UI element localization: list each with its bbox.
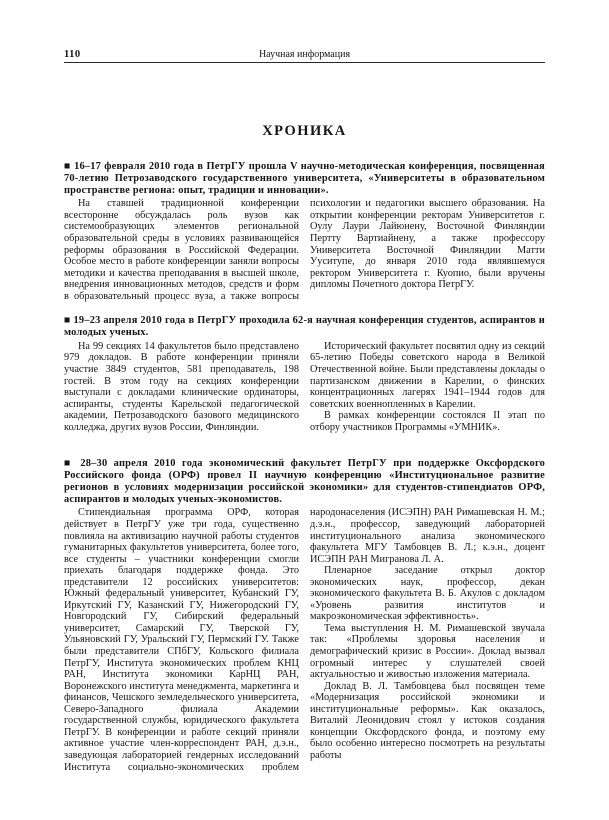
paragraph: Стипендиальная программа ОРФ, которая действует в ПетрГУ уже три года, существенно повлияла на активизацию научной работы студентов гуманитарных факультетов университета, более того, все студенты – участники конференции смогли приехать благодаря поддержке фонда. Это представители 12 российских университетов: Южный федеральный университет, Кубанский ГУ, Иркутский ГУ, Казанский ГУ, Нижегородский ГУ, Новгородский ГУ, Сибирский федеральный университет, Самарский ГУ, Тверской ГУ, Ульяновский ГУ, Уральский ГУ, Пермский ГУ. Также были представители СПбГУ, Кольского филиала ПетрГУ, Института экономических проблем КНЦ РАН, Института экономики КарНЦ РАН, Воронежского института менеджмента, маркетинга и финансов, Чешского земледельческого университета, Северо-Западного филиала Академии государственной службы, юридического факультета ПетрГУ. В конференции и работе секций приняли активное участие член-корреспондент РАН, д.э.н., заведующая лабораторией гендерных исследований Института социально-экономических проблем народонаселения (ИСЭПН) РАН Римашевская Н. М.; д.э.н., профессор, заведующий лабораторией институционального анализа экономического факультета МГУ Тамбовцев В. Л.; к.э.н., доцент ИСЭПН РАН Мигранова Л. А. [64, 507, 545, 773]
page-number: 110 [64, 49, 81, 60]
news-item-economics-conference [64, 458, 545, 773]
paragraph: Доклад В. Л. Тамбовцева был посвящен теме «Модернизация российской экономики и институциональные реформы». Как оказалось, Виталий Леонидович стоял у истоков создания концепции Оксфордского фонда, и поэтому ему было особенно интересно посмотреть на результаты работы [310, 680, 545, 761]
news-item-heading: ■ 19–23 апреля 2010 года в ПетрГУ проходила 62-я научная конференция студентов, аспирантов и молодых ученых. [64, 315, 545, 339]
paragraph: На 99 секциях 14 факультетов было представлено 979 докладов. В работе конференции приняли участие 3849 студентов, 581 преподаватель, 198 гостей. В этом году на секциях конференции выступали с докладами клинические ординаторы, аспиранты, студенты Карельской педагогической академии, Петрозаводского базового медицинского колледжа, других вузов России, Финляндии. [64, 340, 299, 433]
page-title: ХРОНИКА [262, 123, 347, 139]
paragraph: На ставшей традиционной конференции всесторонне обсуждалась роль вузов как системообразующих элементов региональной образовательной среды в условиях развивающейся реформы образования в Российской Федерации. Особое место в работе конференции заняли вопросы методики и качества преподавания в высшей школе, внедрения инновационных методов, средств и форм в образовательный процесс вуза, а также вопросы психологии и педагогики высшего образования. На открытии конференции ректорам Университетов г. Оулу Лаури Лайюнену, Восточной Финляндии Пертту Вартиайнену, а также профессору Университета Восточной Финляндии Матти Ууситупе, до января 2010 года являвшемуся ректором Университета г. Куопио, были вручены дипломы Почетного доктора ПетрГУ. [64, 198, 545, 302]
running-title: Научная информация [258, 49, 351, 60]
paragraph: Пленарное заседание открыл доктор экономических наук, профессор, декан экономического факультета В. Б. Акулов с докладом «Уровень развития институтов и макроэкономическая эффективность». [310, 565, 545, 623]
news-item-april-student-conference [64, 315, 545, 433]
news-item-heading: ■ 28–30 апреля 2010 года экономический факультет ПетрГУ при поддержке Оксфордского Российского фонда (ОРФ) провел II научную конференцию «Институциональное развитие регионов в условиях модернизации российской экономики» для студентов-стипендиатов ОРФ, аспирантов и молодых ученых-экономистов. [64, 458, 545, 505]
news-item-body [64, 341, 545, 433]
news-item-heading: ■ 16–17 февраля 2010 года в ПетрГУ прошла V научно-методическая конференция, посвященная 70-летию Петрозаводского государственного университета, «Университеты в образовательном пространстве региона: опыт, традиции и инновации». [64, 161, 545, 196]
paragraph: Тема выступления Н. М. Римашевской звучала так: «Проблемы здоровья населения и демографический кризис в России». Доклад вызвал огромный интерес у слушателей своей актуальностью и живостью изложения материала. [310, 622, 545, 681]
news-item-body [64, 198, 545, 302]
news-item-february-conference [64, 161, 545, 302]
news-item-body [64, 507, 545, 773]
paragraph: Исторический факультет посвятил одну из секций 65-летию Победы советского народа в Великой Отечественной войне. Были представлены доклады о партизанском движении в Карелии, о финских концентрационных лагерях 1941–1944 годов для советских военнопленных в Карелии. [310, 340, 545, 410]
page-header [64, 46, 545, 63]
paragraph: В рамках конференции состоялся II этап по отбору участников Программы «УМНИК». [310, 410, 545, 433]
